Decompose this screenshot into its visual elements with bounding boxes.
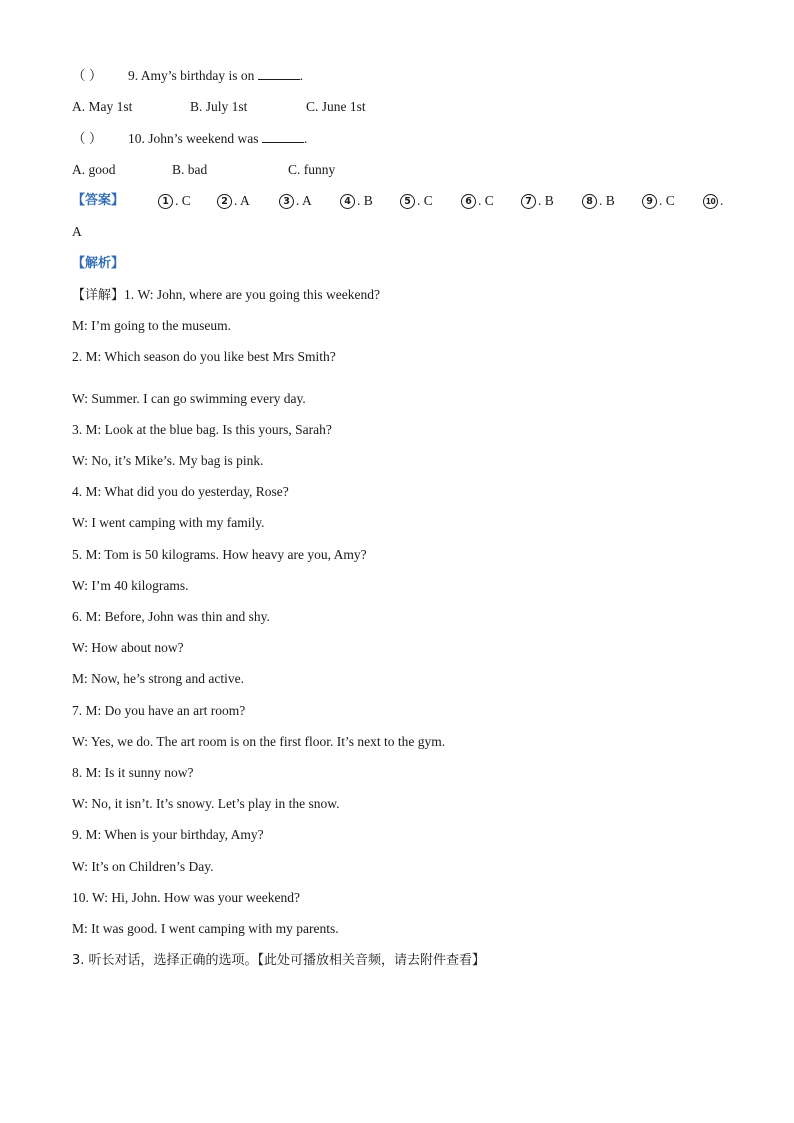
answer-paren: （ ） [72,68,103,83]
option-b: B. July 1st [190,99,248,114]
transcript-line: 3. M: Look at the blue bag. Is this yours, Sarah? [72,422,332,437]
transcript-line: 5. M: Tom is 50 kilograms. How heavy are you, Amy? [72,547,367,562]
answer-blank [258,67,300,80]
option-a: A. good [72,162,116,177]
transcript-line: W: No, it’s Mike’s. My bag is pink. [72,453,264,468]
question-9-options [72,98,472,116]
transcript-line: 6. M: Before, John was thin and shy. [72,609,270,624]
option-b: B. bad [172,162,208,177]
transcript-line: 2. M: Which season do you like best Mrs Smith? [72,349,336,364]
answer-item-5: 5 . C [400,192,433,210]
answer-blank [262,130,304,143]
analysis-tag: 【解析】 [72,256,125,271]
answer-item-7: 7 . B [521,192,554,210]
answer-item-6: 6 . C [461,192,494,210]
transcript-line: W: I went camping with my family. [72,515,265,530]
transcript-line: 4. M: What did you do yesterday, Rose? [72,484,289,499]
transcript-line: 10. W: Hi, John. How was your weekend? [72,890,300,905]
option-a: A. May 1st [72,99,133,114]
answer-item-8: 8 . B [582,192,615,210]
option-c: C. funny [288,162,336,177]
section-3-instruction: 3. 听长对话，选择正确的选项。【此处可播放相关音频，请去附件查看】 [72,953,486,968]
transcript-line: M: Now, he’s strong and active. [72,671,244,686]
answer-item-2: 2 . A [217,192,250,210]
question-stem: 9. Amy’s birthday is on [128,68,255,83]
answer-item-9: 9 . C [642,192,675,210]
transcript-line: M: It was good. I went camping with my parents. [72,921,339,936]
transcript-line: M: I’m going to the museum. [72,318,231,333]
answer-tag: 【答案】 [72,193,125,208]
answer-row [72,192,732,210]
transcript-line: W: It’s on Children’s Day. [72,859,214,874]
transcript-line: W: I’m 40 kilograms. [72,578,189,593]
question-stem: 10. John’s weekend was [128,131,259,146]
transcript-line: W: Yes, we do. The art room is on the first floor. It’s next to the gym. [72,734,446,749]
answer-item-4: 4 . B [340,192,373,210]
question-10: （ ） 10. John’s weekend was . [72,131,308,146]
detail-tag: 【详解】 [72,288,125,303]
transcript-line: W: Summer. I can go swimming every day. [72,391,306,406]
answer-item-10: 10 . [703,192,723,210]
transcript-line: 8. M: Is it sunny now? [72,765,194,780]
question-10-options [72,161,472,179]
transcript-line-1: 【详解】1. W: John, where are you going this weekend? [72,287,380,303]
question-9: （ ） 9. Amy’s birthday is on . [72,68,304,83]
option-c: C. June 1st [306,99,366,114]
transcript-line: 9. M: When is your birthday, Amy? [72,827,264,842]
answer-item-1: 1 . C [158,192,191,210]
transcript-line: W: How about now? [72,640,184,655]
transcript-line: 7. M: Do you have an art room? [72,703,246,718]
answer-item-3: 3 . A [279,192,312,210]
transcript-line: W: No, it isn’t. It’s snowy. Let’s play in the snow. [72,796,340,811]
answer-paren: （ ） [72,131,103,146]
answer-wrap: A [72,224,82,239]
